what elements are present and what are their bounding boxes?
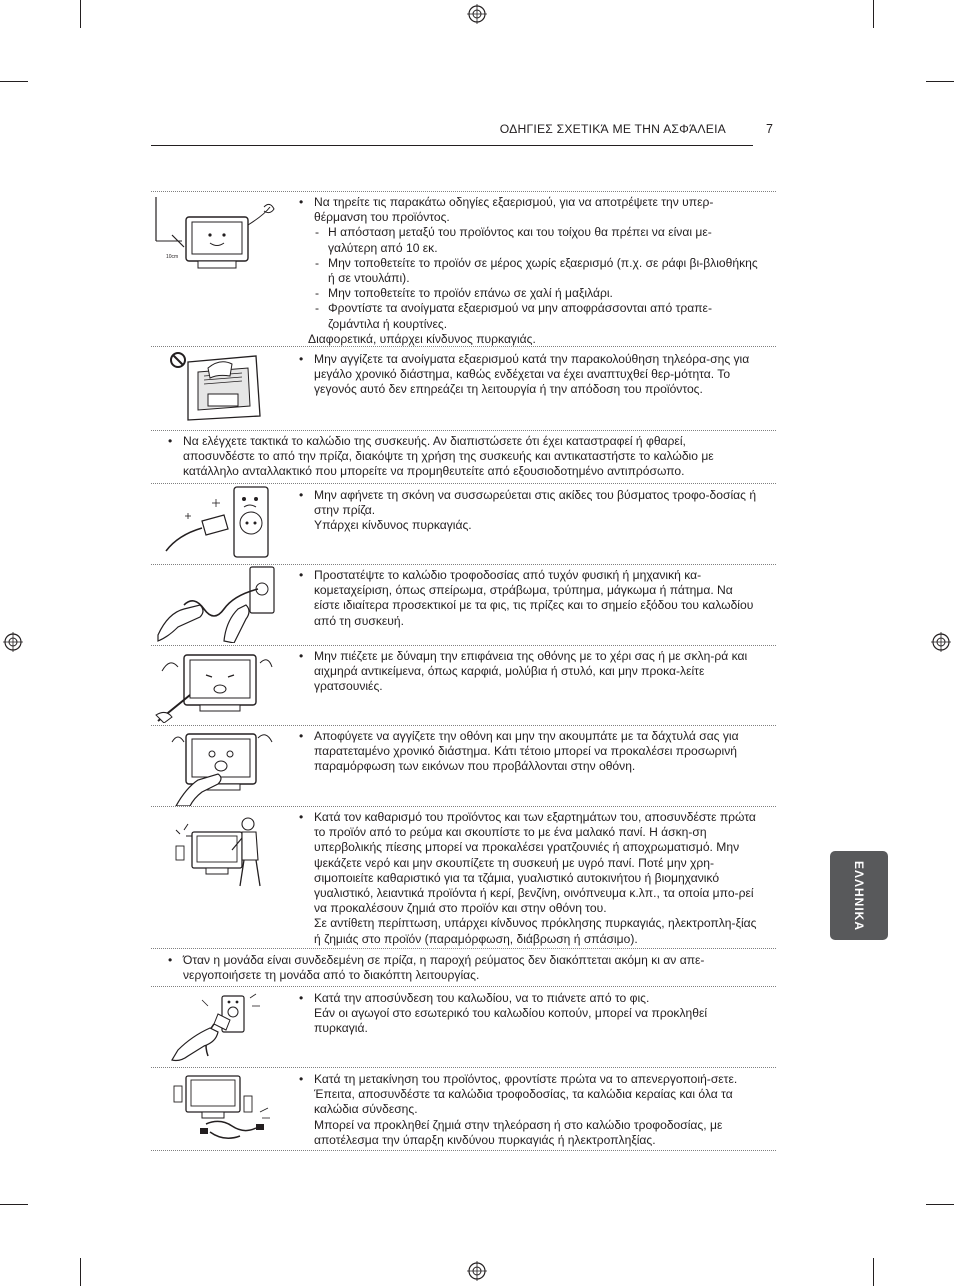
section-vents-touch [297, 352, 759, 398]
screen-pressure-illustration [150, 647, 276, 723]
divider [151, 948, 776, 949]
registration-mark-icon [467, 1261, 487, 1281]
bullet-text: • Μην αφήνετε τη σκόνη να συσσωρεύεται στις ακίδες του βύσματος τροφο-δοσίας ή στην πρίζα. [297, 488, 759, 518]
language-tab-label: ΕΛΛΗΝΙΚΑ [852, 860, 866, 931]
tv-ventilation-illustration [152, 195, 280, 275]
distance-label: 10cm [166, 254, 179, 260]
bullet-text: • Κατά τον καθαρισμό του προϊόντος και των εξαρτημάτων του, αποσυνδέστε πρώτα το προϊόν από το ρεύμα και σκουπίστε το με ένα μαλακό πανί. Η άσκη-ση υπερβολικής πίεσης μπορεί να προκαλέσει γρατζουνιές ή αποχρωματισμό. Μην ψεκάζετε νερό και μην σκουπίζετε τη συσκευή με υγρό πανί. Ποτέ μην χρη-σιμοποιείτε καθαριστικό για τα τζάμια, γυαλιστικό αυτοκινήτου ή βιομηχανικό γυαλιστικό, λειαντικά προϊόντα ή κερί, βενζίνη, οινόπνευμα κ.λπ., τα οποία μπο-ρεί να προκαλέσουν ζημιά στο προϊόν και στην οθόνη του. [297, 810, 759, 916]
dusty-plug-illustration [158, 485, 276, 561]
bullet-text: • Να τηρείτε τις παρακάτω οδηγίες εξαερισμού, για να αποτρέψετε την υπερ-θέρμανση του προϊόντος. [297, 195, 759, 225]
divider [151, 986, 776, 987]
bullet-text: • Μην πιέζετε με δύναμη την επιφάνεια της οθόνης με το χέρι σας ή με σκλη-ρά και αιχμηρά αντικείμενα, όπως καρφιά, μολύβια ή στυλό, και μην προκα-λείτε γρατσουνιές. [297, 649, 759, 695]
tv-moving-disconnect-illustration [170, 1072, 274, 1146]
bullet-text: • Να ελέγχετε τακτικά το καλώδιο της συσκευής. Αν διαπιστώσετε ότι έχει καταστραφεί ή φθαρεί, αποσυνδέστε το από την πρίζα, διακόψτε τη χρήση της συσκευής και αντικαταστήστε το καλώδιο με κατάλληλο ανταλλακτικό που μπορείτε να προμηθευτείτε από εξουσιοδοτημένο αντιπρόσωπο. [166, 434, 758, 480]
section-moving [297, 1072, 759, 1148]
language-tab [830, 851, 888, 940]
divider [151, 725, 776, 726]
divider [151, 645, 776, 646]
dash-item: - Μην τοποθετείτε το προϊόν επάνω σε χαλί ή μαξιλάρι. [297, 286, 759, 301]
warning-text: Σε αντίθετη περίπτωση, υπάρχει κίνδυνος πρόκλησης πυρκαγιάς, ηλεκτροπλη-ξίας ή ζημιάς στο προϊόν (παραμόρφωση, διάβρωση ή σπάσιμο). [314, 916, 757, 946]
section-screen-touch [297, 729, 759, 775]
warning-text: Μπορεί να προκληθεί ζημιά στην τηλεόραση ή στο καλώδιο τροφοδοσίας, με αποτέλεσμα την ύπαρξη κινδύνου πυρκαγιάς ή ηλεκτροπληξίας. [314, 1117, 723, 1147]
section-plug-dust [297, 488, 759, 534]
divider [151, 430, 776, 431]
bullet-text: • Μην αγγίζετε τα ανοίγματα εξαερισμού κατά την παρακολούθηση τηλεόρα-σης για μεγάλο χρονικό διάστημα, καθώς ενδέχεται να έχει αναπτυχθεί θερ-μότητα. Το γεγονός αυτό δεν επηρεάζει τη λειτουργία ή την απόδοση του προϊόντος. [297, 352, 759, 398]
dash-item: - Η απόσταση μεταξύ του προϊόντος και του τοίχου θα πρέπει να είναι με-γαλύτερη από 10 εκ. [297, 225, 759, 255]
crop-mark [926, 81, 954, 82]
bullet-text: • Όταν η μονάδα είναι συνδεδεμένη σε πρίζα, η παροχή ρεύματος δεν διακόπτεται ακόμη κι αν απε-νεργοποιήσετε τη μονάδα από το διακόπτη λειτουργίας. [166, 953, 758, 983]
bullet-text: • Κατά τη μετακίνηση του προϊόντος, φροντίστε πρώτα να το απενεργοποιή-σετε. Έπειτα, αποσυνδέστε τα καλώδια τροφοδοσίας, τα καλώδια κεραίας και όλα τα καλώδια σύνδεσης. [297, 1072, 759, 1118]
bullet-text: • Κατά την αποσύνδεση του καλωδίου, να το πιάνετε από το φις. [297, 991, 759, 1006]
crop-mark [0, 81, 28, 82]
warning-text: Υπάρχει κίνδυνος πυρκαγιάς. [314, 518, 472, 533]
section-cord-protection [297, 568, 759, 629]
registration-mark-icon [3, 632, 23, 652]
registration-mark-icon [467, 4, 487, 24]
tv-cleaning-illustration [172, 812, 276, 892]
section-power-switch [166, 953, 758, 983]
divider [151, 1150, 776, 1151]
section-ventilation [297, 195, 759, 347]
divider [151, 1067, 776, 1068]
screen-touch-illustration [168, 728, 276, 806]
crop-mark [873, 1258, 874, 1286]
divider [151, 483, 776, 484]
divider [151, 806, 776, 807]
crop-mark [0, 1204, 28, 1205]
tv-back-vents-illustration [168, 350, 268, 426]
unplug-by-plug-illustration [158, 990, 276, 1064]
warning-text: Διαφορετικά, υπάρχει κίνδυνος πυρκαγιάς. [308, 331, 536, 346]
page-header-title: ΟΔΗΓΙΕΣ ΣΧΕΤΙΚΆ ΜΕ ΤΗΝ ΑΣΦΆΛΕΙΑ [499, 122, 726, 136]
section-unplug [297, 991, 759, 1037]
crop-mark [80, 1258, 81, 1286]
divider [151, 191, 776, 192]
registration-mark-icon [931, 632, 951, 652]
bullet-text: • Προστατέψτε το καλώδιο τροφοδοσίας από τυχόν φυσική ή μηχανική κα-κομεταχείριση, όπως σπείρωμα, στράβωμα, τρύπημα, μάγκωμα ή πάτημα. Να είστε ιδιαίτερα προσεκτικοί με τα φις, τις πρίζες και το σημείο εξόδου του καλωδίου από τη συσκευή. [297, 568, 759, 629]
bullet-text: • Αποφύγετε να αγγίζετε την οθόνη και μην την ακουμπάτε με τα δάχτυλά σας για παρατεταμένο χρονικό διάστημα. Κάτι τέτοιο μπορεί να προκαλέσει προσωρινή παραμόρφωση των εικόνων που προβάλλονται στην οθόνη. [297, 729, 759, 775]
section-power-cord-check [166, 434, 758, 480]
page-number: 7 [766, 122, 773, 136]
section-cleaning [297, 810, 759, 947]
dash-item: - Φροντίστε τα ανοίγματα εξαερισμού να μην αποφράσσονται από τραπε-ζομάντιλα ή κουρτίνες. [297, 301, 759, 331]
section-screen-pressure [297, 649, 759, 695]
cord-mishandling-illustration [154, 565, 276, 643]
crop-mark [926, 1204, 954, 1205]
dash-item: - Μην τοποθετείτε το προϊόν σε μέρος χωρίς εξαερισμό (π.χ. σε ράφι βι-βλιοθήκης ή σε ντουλάπι). [297, 256, 759, 286]
crop-mark [80, 0, 81, 28]
header-rule [151, 145, 753, 146]
crop-mark [873, 0, 874, 28]
warning-text: Εάν οι αγωγοί στο εσωτερικό του καλωδίου κοπούν, μπορεί να προκληθεί πυρκαγιά. [314, 1006, 708, 1036]
